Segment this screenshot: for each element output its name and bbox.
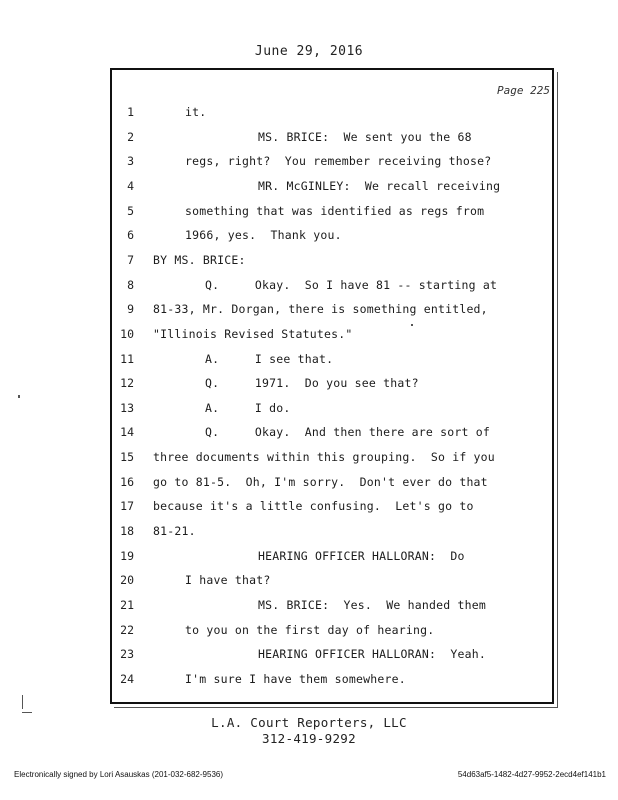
transcript-line: Q. 1971. Do you see that? bbox=[205, 376, 419, 390]
line-number: 21 bbox=[120, 598, 134, 612]
court-reporter-name: L.A. Court Reporters, LLC bbox=[211, 715, 407, 730]
line-number: 16 bbox=[120, 475, 134, 489]
line-number: 24 bbox=[120, 672, 134, 686]
scan-artifact-mark bbox=[22, 695, 23, 709]
line-number: 12 bbox=[120, 376, 134, 390]
transcript-line: MR. McGINLEY: We recall receiving bbox=[258, 179, 501, 193]
scan-artifact-mark bbox=[22, 712, 32, 713]
electronic-signature: Electronically signed by Lori Asauskas (201-032-682-9536) bbox=[14, 770, 224, 779]
transcript-line: Q. Okay. So I have 81 -- starting at bbox=[205, 278, 498, 292]
line-number: 18 bbox=[120, 524, 134, 538]
line-number: 7 bbox=[127, 253, 134, 267]
transcript-line: 81-21. bbox=[153, 524, 196, 538]
transcript-line: HEARING OFFICER HALLORAN: Yeah. bbox=[258, 647, 486, 661]
page-number: Page 225 bbox=[497, 84, 550, 97]
transcript-line: BY MS. BRICE: bbox=[153, 253, 246, 267]
transcript-line: Q. Okay. And then there are sort of bbox=[205, 425, 490, 439]
transcript-line: regs, right? You remember receiving those? bbox=[185, 154, 492, 168]
transcript-line: MS. BRICE: We sent you the 68 bbox=[258, 130, 472, 144]
line-number: 10 bbox=[120, 327, 134, 341]
line-number: 1 bbox=[127, 105, 134, 119]
line-number: 9 bbox=[127, 302, 134, 316]
transcript-line: it. bbox=[185, 105, 207, 119]
transcript-line: three documents within this grouping. So if you bbox=[153, 450, 495, 464]
court-reporter-phone: 312-419-9292 bbox=[262, 731, 356, 746]
line-number: 19 bbox=[120, 549, 134, 563]
line-number: 20 bbox=[120, 573, 134, 587]
transcript-line: because it's a little confusing. Let's go to bbox=[153, 499, 474, 513]
transcript-line: something that was identified as regs from bbox=[185, 204, 485, 218]
transcript-line: to you on the first day of hearing. bbox=[185, 623, 435, 637]
line-number: 13 bbox=[120, 401, 134, 415]
line-number: 8 bbox=[127, 278, 134, 292]
line-number: 5 bbox=[127, 204, 134, 218]
line-number: 6 bbox=[127, 228, 134, 242]
scan-artifact-mark bbox=[411, 324, 413, 326]
scan-artifact-mark bbox=[18, 395, 20, 398]
transcript-line: MS. BRICE: Yes. We handed them bbox=[258, 598, 486, 612]
transcript-line: A. I do. bbox=[205, 401, 291, 415]
line-number: 14 bbox=[120, 425, 134, 439]
line-number: 15 bbox=[120, 450, 134, 464]
line-number: 2 bbox=[127, 130, 134, 144]
transcript-line: go to 81-5. Oh, I'm sorry. Don't ever do that bbox=[153, 475, 488, 489]
line-number: 23 bbox=[120, 647, 134, 661]
transcript-line: HEARING OFFICER HALLORAN: Do bbox=[258, 549, 465, 563]
transcript-line: 81-33, Mr. Dorgan, there is something entitled, bbox=[153, 302, 488, 316]
transcript-line: I have that? bbox=[185, 573, 271, 587]
transcript-line: 1966, yes. Thank you. bbox=[185, 228, 342, 242]
transcript-line: I'm sure I have them somewhere. bbox=[185, 672, 406, 686]
transcript-line: "Illinois Revised Statutes." bbox=[153, 327, 353, 341]
transcript-date: June 29, 2016 bbox=[254, 44, 364, 59]
line-number: 22 bbox=[120, 623, 134, 637]
line-number: 3 bbox=[127, 154, 134, 168]
document-hash: 54d63af5-1482-4d27-9952-2ecd4ef141b1 bbox=[457, 770, 606, 779]
line-number: 17 bbox=[120, 499, 134, 513]
transcript-line: A. I see that. bbox=[205, 352, 334, 366]
line-number: 11 bbox=[120, 352, 134, 366]
line-number: 4 bbox=[127, 179, 134, 193]
